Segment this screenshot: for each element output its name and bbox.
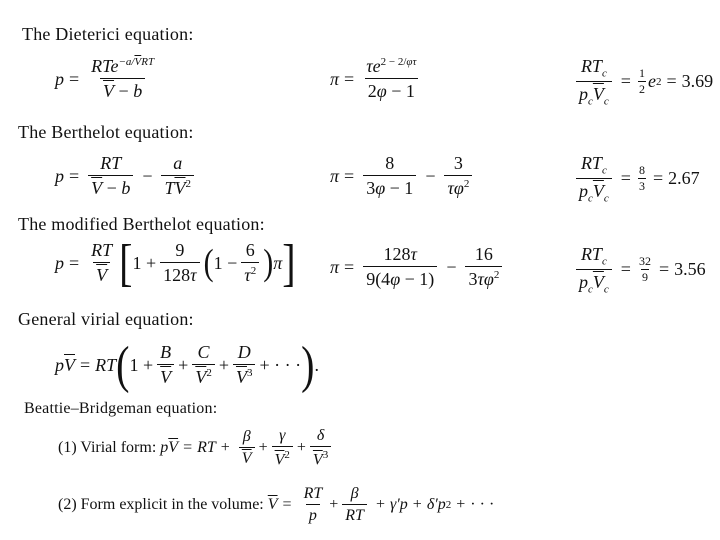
virial-equation: p $\overline{V}$ = RT ( 1 + $\frac{B}{V}$ + $\frac{C}{\overline{V}^2}$ + $\frac{D}{\overline{V}^3}$ + · · · ) . (55, 335, 319, 394)
dieterici-heading: The Dieterici equation: (22, 24, 194, 44)
modified-berthelot-critical-ratio: $\frac{RT_c}{p_c\overline{V}_c}$ = $\frac{32}{9}$ = 3.56 (572, 244, 706, 295)
modified-berthelot-reduced-equation: π = $\frac{128\tau}{9(4\varphi - 1)}$ − $\frac{16}{3\tau\varphi^2}$ (330, 244, 506, 290)
berthelot-ratio-value: 2.67 (668, 168, 700, 189)
berthelot-reduced-equation: π = $\frac{8}{3\varphi - 1}$ − $\frac{3}{\tau\varphi^2}$ (330, 153, 476, 199)
berthelot-critical-ratio: $\frac{RT_c}{p_c\overline{V}_c}$ = $\frac{8}{3}$ = 2.67 (572, 153, 700, 204)
beattie-form2-label: (2) Form explicit in the volume: (58, 496, 264, 513)
dieterici-pressure-equation: p = $\frac{RTe^{-a/\overline{V}RT}}{\overline{V} - b}$ (55, 56, 155, 101)
modified-berthelot-heading: The modified Berthelot equation: (18, 214, 265, 234)
modified-berthelot-pressure-equation: p = $\frac{RT}{V}$ [ 1 + $\frac{9}{128\tau}$ ( 1 − $\frac{6}{\tau^2}$ ) π ] (55, 233, 296, 292)
berthelot-pressure-equation: p = $\frac{RT}{\overline{V} - b}$ − $\frac{a}{T\overline{V}^2}$ (55, 153, 198, 199)
dieterici-critical-ratio: $\frac{RT_c}{p_c\overline{V}_c}$ = $\frac{1}{2}$ e 2 = 3.69 (572, 56, 713, 107)
virial-heading: General virial equation: (18, 309, 194, 329)
berthelot-heading: The Berthelot equation: (18, 122, 194, 142)
beattie-volume-explicit-form: (2) Form explicit in the volume: $\overline{V}$ = $\frac{RT}{p}$ + $\frac{\beta}{RT}$ + γ′p + δ′p 2 + · · · (58, 485, 495, 524)
beattie-form1-label: (1) Virial form: (58, 439, 157, 457)
beattie-virial-form: (1) Virial form: p $\overline{V}$ = RT + $\frac{\beta}{V}$ + $\frac{\gamma}{\overline{V}^2}$ + $\frac{\delta}{\overline{V}^3}$ (58, 427, 335, 469)
dieterici-reduced-equation: π = $\frac{\tau e^{2 - 2/\varphi\tau}}{2\varphi - 1}$ (330, 56, 417, 101)
beattie-heading: Beattie–Bridgeman equation: (24, 400, 218, 417)
dieterici-ratio-value: 3.69 (681, 71, 714, 92)
modified-ratio-value: 3.56 (674, 259, 706, 280)
